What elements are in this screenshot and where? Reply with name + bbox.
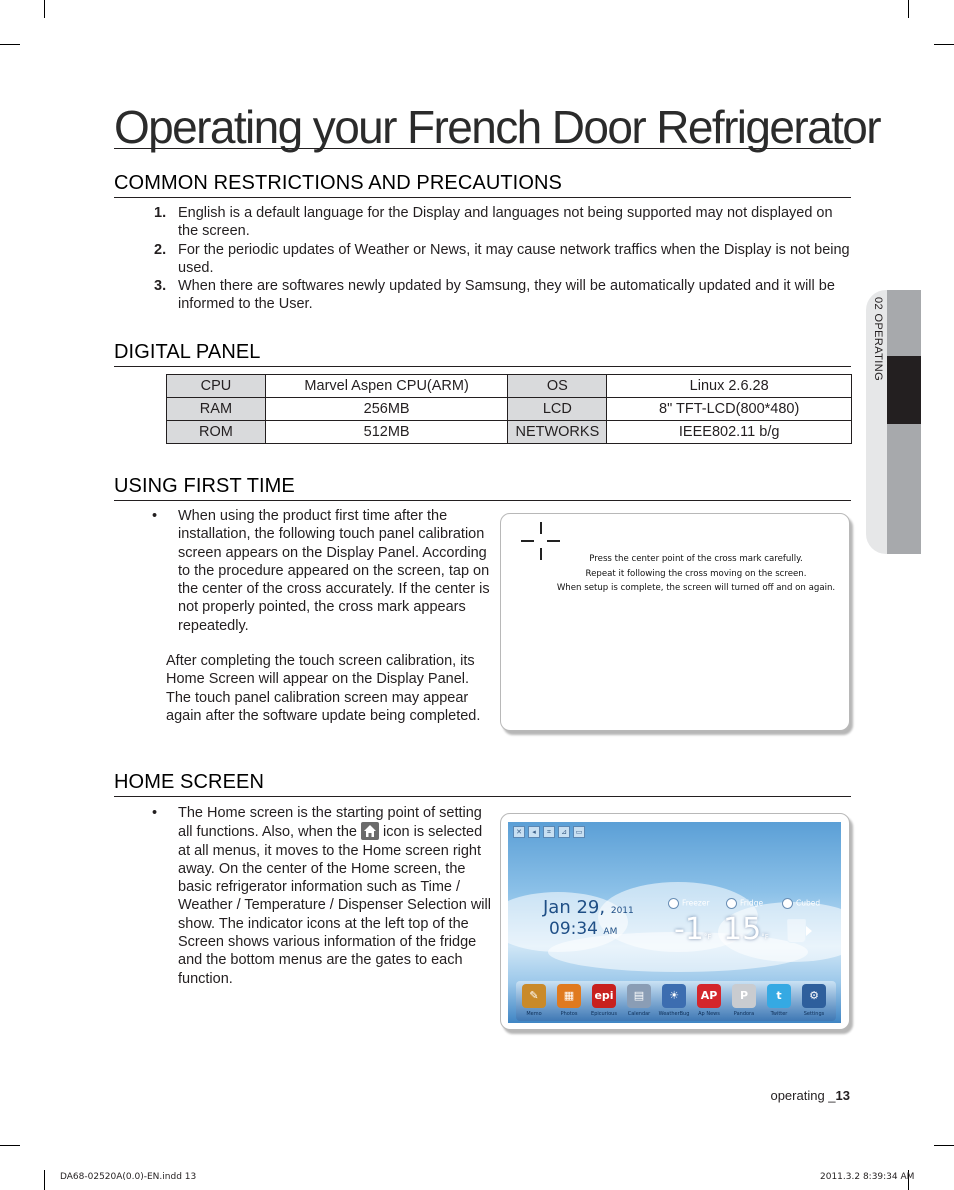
page-title: Operating your French Door Refrigerator — [114, 101, 880, 153]
app-label: Memo — [526, 1011, 542, 1017]
spec-value: 8" TFT-LCD(800*480) — [607, 398, 852, 421]
home-screen-display — [508, 822, 841, 1023]
list-text: When there are softwares newly updated by Samsung, they will be automatically updated and it will be informed to the User. — [178, 278, 835, 313]
bullet-text — [178, 804, 494, 988]
time-text: 09:34 — [549, 919, 598, 939]
list-text: English is a default language for the Display and languages not being supported may not displayed on the screen. — [178, 205, 833, 240]
app-icon-weatherbug[interactable]: ☀ — [662, 984, 686, 1008]
app-icon-calendar[interactable]: ▤ — [627, 984, 651, 1008]
calibration-followup-text: After completing the touch screen calibration, its Home Screen will appear on the Display Panel. The touch panel calibration screen may appear again after the software update being completed. — [166, 653, 481, 724]
spec-key: OS — [508, 375, 607, 398]
side-tab-marker — [887, 356, 921, 424]
indicator-icons — [513, 826, 585, 837]
side-tab-label: 02 OPERATING — [872, 297, 884, 382]
print-slug-left: DA68-02520A(0.0)-EN.indd 13 — [60, 1172, 197, 1182]
crop-mark — [44, 1170, 45, 1190]
app-label: Calendar — [627, 1011, 651, 1017]
page-footer — [770, 1088, 850, 1103]
cross-mark — [547, 540, 560, 542]
home-screen-image — [500, 813, 850, 1030]
fridge-label-text: Fridge — [740, 898, 764, 908]
section-heading-digital-panel: DIGITAL PANEL — [114, 341, 851, 367]
calibration-instruction: When setup is complete, the screen will turned off and on again. — [556, 583, 836, 593]
spec-key: ROM — [167, 421, 266, 444]
home-icon — [361, 822, 379, 840]
list-item — [150, 277, 852, 314]
app-label: Pandora — [733, 1011, 755, 1017]
list-text: For the periodic updates of Weather or News, it may cause network traffics when the Display is not being used. — [178, 241, 850, 276]
table-row — [167, 375, 852, 398]
time-ampm: AM — [603, 927, 618, 937]
arrow-right-icon[interactable] — [806, 926, 812, 936]
fridge-temp-value: 15 — [723, 912, 762, 947]
crop-mark — [0, 1145, 20, 1146]
crop-mark — [0, 44, 20, 45]
calibration-instruction: Press the center point of the cross mark carefully. — [589, 554, 803, 564]
freezer-temp[interactable] — [674, 912, 711, 947]
list-number: 2. — [154, 241, 167, 258]
app-icon-epicurious[interactable]: epi — [592, 984, 616, 1008]
app-icon-pandora[interactable]: P — [732, 984, 756, 1008]
calibration-screen — [500, 513, 850, 731]
freezer-label-text: Freezer — [682, 898, 710, 908]
fridge-icon — [726, 898, 737, 909]
spec-value: IEEE802.11 b/g — [607, 421, 852, 444]
fridge-label — [726, 898, 763, 909]
spec-key: LCD — [508, 398, 607, 421]
signal-icon[interactable]: ⊿ — [558, 826, 570, 838]
close-icon[interactable]: ✕ — [513, 826, 525, 838]
print-slug-right: 2011.3.2 8:39:34 AM — [820, 1172, 915, 1182]
table-row — [167, 398, 852, 421]
spec-value: Marvel Aspen CPU(ARM) — [265, 375, 508, 398]
temp-unit: °F — [703, 933, 712, 941]
speaker-icon[interactable]: ◂ — [528, 826, 540, 838]
app-label: Ap News — [698, 1011, 720, 1017]
freezer-label — [668, 898, 710, 909]
section-heading-home-screen: HOME SCREEN — [114, 771, 851, 797]
home-text-after-icon: icon is selected at all menus, it moves to the Home screen right away. On the center of the Home screen, the basic refrigerator information such as Time / Weather / Temperature / Dispenser Selection will show. The indicator icons at the left top of the Screen shows various information of the fridge and the bottom menus are the gates to each function. — [178, 824, 491, 987]
home-text-before-icon: The Home screen is the starting point of setting all functions. Also, when the — [178, 805, 482, 841]
spec-key: NETWORKS — [508, 421, 607, 444]
crop-mark — [934, 1145, 954, 1146]
app-label: Photos — [560, 1011, 578, 1017]
temp-unit: °F — [761, 933, 769, 941]
ice-label-text: Cubed — [796, 898, 821, 908]
table-row — [167, 421, 852, 444]
app-icon-settings[interactable]: ⚙ — [802, 984, 826, 1008]
bullet-text: When using the product first time after the installation, the following touch panel calibration screen appears on the Display Panel. According to the procedure appeared on the screen, tap on the center of the cross accurately. If the center is not properly pointed, the cross mark appears repeatedly. — [178, 508, 490, 634]
crop-mark — [934, 44, 954, 45]
date-year: 2011 — [610, 906, 634, 916]
app-icon-photos[interactable]: ▦ — [557, 984, 581, 1008]
home-time — [549, 919, 617, 939]
spec-table — [166, 374, 852, 444]
footer-label: operating _ — [770, 1088, 836, 1103]
spec-key: CPU — [167, 375, 266, 398]
network-icon[interactable]: ⌗ — [543, 826, 555, 838]
ice-icon — [782, 898, 793, 909]
cross-mark — [540, 522, 542, 534]
fridge-temp[interactable] — [723, 912, 769, 947]
page-number: 13 — [835, 1088, 850, 1103]
cross-mark — [521, 540, 534, 542]
list-number: 1. — [154, 205, 167, 221]
bullet-dot: • — [152, 805, 158, 821]
app-label: Epicurious — [591, 1011, 617, 1017]
calibration-instruction: Repeat it following the cross moving on the screen. — [585, 569, 807, 579]
spec-value: 256MB — [265, 398, 508, 421]
list-item — [150, 204, 852, 241]
dispenser-cup-icon[interactable] — [787, 919, 806, 943]
freezer-icon — [668, 898, 679, 909]
app-label: Twitter — [770, 1011, 788, 1017]
app-icon-memo[interactable]: ✎ — [522, 984, 546, 1008]
lock-icon[interactable]: ▭ — [573, 826, 585, 838]
freezer-temp-value: -1 — [674, 912, 704, 947]
app-label: WeatherBug — [658, 1011, 690, 1017]
section-heading-restrictions: COMMON RESTRICTIONS AND PRECAUTIONS — [114, 172, 851, 198]
section-heading-first-time: USING FIRST TIME — [114, 475, 851, 501]
spec-key: RAM — [167, 398, 266, 421]
home-date — [543, 897, 634, 918]
list-item — [150, 241, 852, 278]
crop-mark — [908, 0, 909, 18]
restrictions-list — [150, 204, 852, 314]
bullet-dot: • — [152, 508, 158, 524]
app-icon-ap-news[interactable]: AP — [697, 984, 721, 1008]
crop-mark — [44, 0, 45, 18]
date-text: Jan 29, — [543, 897, 606, 918]
list-number: 3. — [154, 278, 167, 295]
app-icon-twitter[interactable]: t — [767, 984, 791, 1008]
app-dock — [516, 981, 836, 1021]
spec-value: Linux 2.6.28 — [607, 375, 852, 398]
ice-label — [782, 898, 820, 909]
app-label: Settings — [803, 1011, 825, 1017]
spec-value: 512MB — [265, 421, 508, 444]
